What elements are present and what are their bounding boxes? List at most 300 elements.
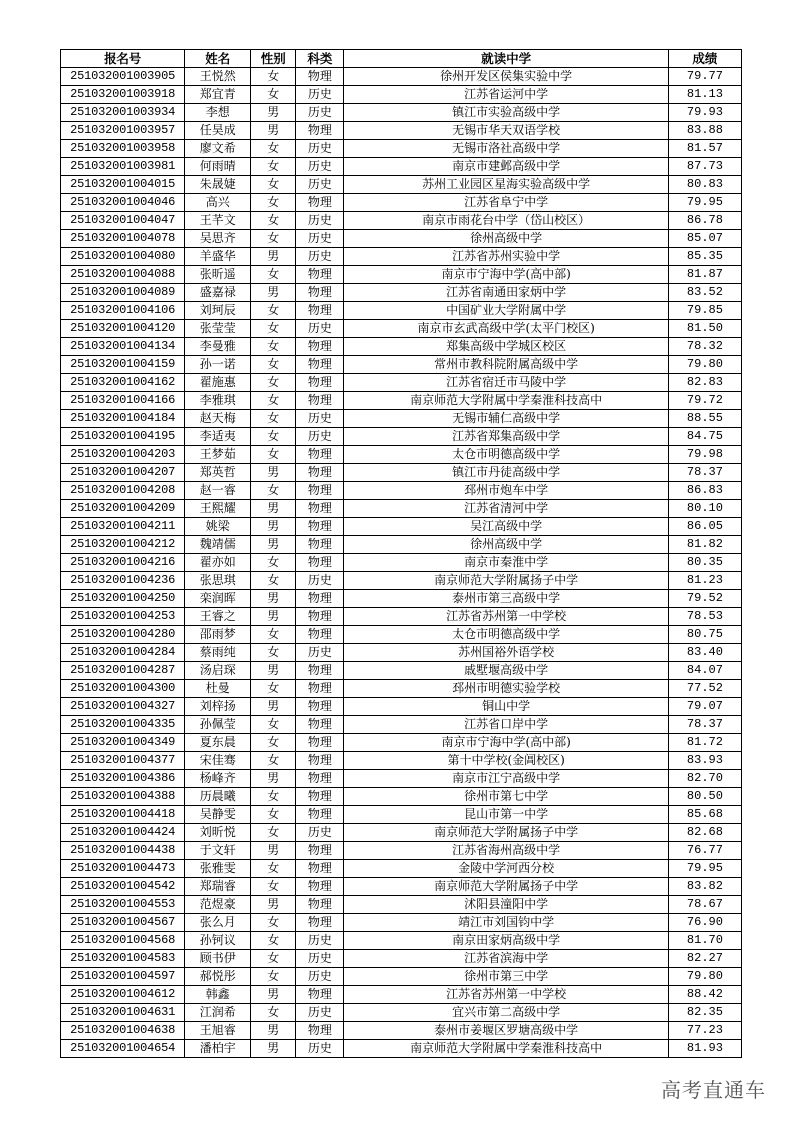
table-row <box>61 212 742 230</box>
cell-registration-number: 251032001003918 <box>61 86 185 104</box>
cell-subject-track: 历史 <box>296 428 344 446</box>
cell-subject-track: 物理 <box>296 122 344 140</box>
cell-school: 镇江市丹徒高级中学 <box>344 464 668 482</box>
cell-gender: 男 <box>251 284 296 302</box>
cell-registration-number: 251032001004473 <box>61 860 185 878</box>
cell-school: 江苏省运河中学 <box>344 86 668 104</box>
table-row <box>61 320 742 338</box>
cell-registration-number: 251032001004134 <box>61 338 185 356</box>
cell-name: 赵天梅 <box>185 410 251 428</box>
cell-registration-number: 251032001004284 <box>61 644 185 662</box>
cell-name: 郑瑞睿 <box>185 878 251 896</box>
cell-registration-number: 251032001004583 <box>61 950 185 968</box>
cell-registration-number: 251032001004015 <box>61 176 185 194</box>
table-row <box>61 644 742 662</box>
cell-gender: 女 <box>251 806 296 824</box>
cell-subject-track: 物理 <box>296 896 344 914</box>
table-row <box>61 860 742 878</box>
cell-subject-track: 物理 <box>296 356 344 374</box>
cell-gender: 女 <box>251 824 296 842</box>
cell-gender: 女 <box>251 158 296 176</box>
table-row <box>61 68 742 86</box>
cell-name: 王悦然 <box>185 68 251 86</box>
cell-registration-number: 251032001004208 <box>61 482 185 500</box>
table-row <box>61 932 742 950</box>
cell-registration-number: 251032001004236 <box>61 572 185 590</box>
cell-school: 江苏省滨海中学 <box>344 950 668 968</box>
cell-registration-number: 251032001004195 <box>61 428 185 446</box>
cell-gender: 女 <box>251 338 296 356</box>
table-row <box>61 158 742 176</box>
cell-gender: 女 <box>251 860 296 878</box>
cell-score: 84.07 <box>668 662 741 680</box>
cell-gender: 男 <box>251 536 296 554</box>
cell-subject-track: 历史 <box>296 572 344 590</box>
header-gender: 性别 <box>251 50 296 68</box>
cell-school: 南京田家炳高级中学 <box>344 932 668 950</box>
table-row <box>61 410 742 428</box>
cell-school: 太仓市明德高级中学 <box>344 626 668 644</box>
cell-registration-number: 251032001004654 <box>61 1040 185 1058</box>
cell-name: 李曼雅 <box>185 338 251 356</box>
cell-score: 79.98 <box>668 446 741 464</box>
cell-score: 78.37 <box>668 464 741 482</box>
cell-name: 张莹莹 <box>185 320 251 338</box>
cell-score: 79.80 <box>668 968 741 986</box>
table-row <box>61 518 742 536</box>
cell-registration-number: 251032001004089 <box>61 284 185 302</box>
cell-score: 79.77 <box>668 68 741 86</box>
cell-name: 李想 <box>185 104 251 122</box>
cell-gender: 女 <box>251 86 296 104</box>
cell-school: 徐州市第三中学 <box>344 968 668 986</box>
cell-gender: 女 <box>251 374 296 392</box>
cell-registration-number: 251032001004209 <box>61 500 185 518</box>
cell-score: 81.13 <box>668 86 741 104</box>
cell-subject-track: 历史 <box>296 176 344 194</box>
table-row <box>61 626 742 644</box>
cell-subject-track: 物理 <box>296 860 344 878</box>
cell-score: 79.52 <box>668 590 741 608</box>
cell-gender: 女 <box>251 194 296 212</box>
table-row <box>61 500 742 518</box>
cell-score: 83.82 <box>668 878 741 896</box>
cell-registration-number: 251032001004567 <box>61 914 185 932</box>
cell-score: 79.93 <box>668 104 741 122</box>
table-row <box>61 788 742 806</box>
cell-registration-number: 251032001004300 <box>61 680 185 698</box>
cell-subject-track: 历史 <box>296 968 344 986</box>
cell-registration-number: 251032001004335 <box>61 716 185 734</box>
cell-gender: 男 <box>251 1040 296 1058</box>
table-row <box>61 680 742 698</box>
cell-school: 昆山市第一中学 <box>344 806 668 824</box>
cell-gender: 女 <box>251 230 296 248</box>
cell-score: 82.70 <box>668 770 741 788</box>
cell-score: 82.83 <box>668 374 741 392</box>
cell-subject-track: 历史 <box>296 410 344 428</box>
cell-school: 戚墅堰高级中学 <box>344 662 668 680</box>
cell-gender: 女 <box>251 554 296 572</box>
cell-name: 江润希 <box>185 1004 251 1022</box>
cell-name: 潘柏宇 <box>185 1040 251 1058</box>
cell-school: 江苏省阜宁中学 <box>344 194 668 212</box>
cell-school: 靖江市刘国钧中学 <box>344 914 668 932</box>
cell-school: 苏州工业园区星海实验高级中学 <box>344 176 668 194</box>
table-row <box>61 968 742 986</box>
cell-name: 张思琪 <box>185 572 251 590</box>
cell-name: 杨峰齐 <box>185 770 251 788</box>
cell-school: 南京市建邺高级中学 <box>344 158 668 176</box>
header-name: 姓名 <box>185 50 251 68</box>
cell-gender: 女 <box>251 968 296 986</box>
cell-name: 朱晟婕 <box>185 176 251 194</box>
cell-registration-number: 251032001004216 <box>61 554 185 572</box>
table-row <box>61 806 742 824</box>
cell-subject-track: 历史 <box>296 1040 344 1058</box>
cell-school: 徐州高级中学 <box>344 230 668 248</box>
cell-registration-number: 251032001004080 <box>61 248 185 266</box>
cell-name: 顾书伊 <box>185 950 251 968</box>
cell-gender: 女 <box>251 68 296 86</box>
cell-registration-number: 251032001004162 <box>61 374 185 392</box>
cell-score: 85.07 <box>668 230 741 248</box>
cell-gender: 女 <box>251 446 296 464</box>
cell-registration-number: 251032001004212 <box>61 536 185 554</box>
cell-registration-number: 251032001004078 <box>61 230 185 248</box>
cell-subject-track: 历史 <box>296 104 344 122</box>
cell-score: 80.75 <box>668 626 741 644</box>
header-score: 成绩 <box>668 50 741 68</box>
table-row <box>61 950 742 968</box>
cell-school: 宜兴市第二高级中学 <box>344 1004 668 1022</box>
table-row <box>61 842 742 860</box>
cell-score: 84.75 <box>668 428 741 446</box>
cell-gender: 男 <box>251 104 296 122</box>
cell-school: 沭阳县潼阳中学 <box>344 896 668 914</box>
cell-score: 79.85 <box>668 302 741 320</box>
cell-score: 81.23 <box>668 572 741 590</box>
cell-score: 85.68 <box>668 806 741 824</box>
cell-registration-number: 251032001003958 <box>61 140 185 158</box>
cell-school: 江苏省苏州第一中学校 <box>344 608 668 626</box>
cell-subject-track: 物理 <box>296 518 344 536</box>
cell-subject-track: 物理 <box>296 608 344 626</box>
cell-school: 南京市宁海中学(高中部) <box>344 266 668 284</box>
cell-registration-number: 251032001004418 <box>61 806 185 824</box>
cell-score: 81.57 <box>668 140 741 158</box>
cell-name: 羊盛华 <box>185 248 251 266</box>
cell-subject-track: 历史 <box>296 86 344 104</box>
cell-name: 王梦茹 <box>185 446 251 464</box>
cell-school: 南京市秦淮中学 <box>344 554 668 572</box>
header-subject-track: 科类 <box>296 50 344 68</box>
cell-gender: 女 <box>251 392 296 410</box>
cell-subject-track: 物理 <box>296 392 344 410</box>
cell-school: 南京师范大学附属扬子中学 <box>344 878 668 896</box>
cell-registration-number: 251032001004349 <box>61 734 185 752</box>
cell-school: 江苏省苏州实验中学 <box>344 248 668 266</box>
cell-score: 81.82 <box>668 536 741 554</box>
table-row <box>61 878 742 896</box>
table-row <box>61 464 742 482</box>
cell-subject-track: 物理 <box>296 878 344 896</box>
cell-registration-number: 251032001004553 <box>61 896 185 914</box>
cell-score: 79.07 <box>668 698 741 716</box>
table-row <box>61 374 742 392</box>
cell-gender: 女 <box>251 572 296 590</box>
cell-name: 刘昕悦 <box>185 824 251 842</box>
cell-score: 80.10 <box>668 500 741 518</box>
cell-score: 80.50 <box>668 788 741 806</box>
table-row <box>61 122 742 140</box>
cell-score: 83.40 <box>668 644 741 662</box>
cell-name: 孙佩莹 <box>185 716 251 734</box>
table-body <box>61 68 742 1058</box>
cell-subject-track: 物理 <box>296 338 344 356</box>
cell-school: 江苏省口岸中学 <box>344 716 668 734</box>
cell-name: 翟施惠 <box>185 374 251 392</box>
cell-name: 王旭睿 <box>185 1022 251 1040</box>
cell-subject-track: 物理 <box>296 266 344 284</box>
cell-subject-track: 历史 <box>296 932 344 950</box>
cell-subject-track: 物理 <box>296 68 344 86</box>
cell-registration-number: 251032001004388 <box>61 788 185 806</box>
cell-subject-track: 物理 <box>296 1022 344 1040</box>
table-row <box>61 284 742 302</box>
table-row <box>61 662 742 680</box>
cell-subject-track: 物理 <box>296 536 344 554</box>
table-row <box>61 266 742 284</box>
cell-subject-track: 物理 <box>296 806 344 824</box>
cell-gender: 男 <box>251 590 296 608</box>
cell-name: 杜曼 <box>185 680 251 698</box>
cell-score: 85.35 <box>668 248 741 266</box>
cell-school: 邳州市炮车中学 <box>344 482 668 500</box>
cell-subject-track: 物理 <box>296 194 344 212</box>
cell-gender: 男 <box>251 662 296 680</box>
cell-name: 高兴 <box>185 194 251 212</box>
cell-name: 盛嘉禄 <box>185 284 251 302</box>
cell-gender: 女 <box>251 266 296 284</box>
header-school: 就读中学 <box>344 50 668 68</box>
cell-name: 何雨晴 <box>185 158 251 176</box>
cell-registration-number: 251032001003934 <box>61 104 185 122</box>
cell-gender: 男 <box>251 518 296 536</box>
table-row <box>61 770 742 788</box>
cell-registration-number: 251032001004568 <box>61 932 185 950</box>
cell-subject-track: 历史 <box>296 644 344 662</box>
cell-name: 吴思齐 <box>185 230 251 248</box>
cell-subject-track: 物理 <box>296 752 344 770</box>
table-row <box>61 230 742 248</box>
cell-registration-number: 251032001004184 <box>61 410 185 428</box>
cell-score: 81.93 <box>668 1040 741 1058</box>
cell-school: 南京师范大学附属中学秦淮科技高中 <box>344 392 668 410</box>
cell-score: 77.23 <box>668 1022 741 1040</box>
cell-gender: 男 <box>251 500 296 518</box>
cell-subject-track: 历史 <box>296 140 344 158</box>
cell-school: 常州市教科院附属高级中学 <box>344 356 668 374</box>
cell-gender: 女 <box>251 734 296 752</box>
cell-score: 82.35 <box>668 1004 741 1022</box>
cell-subject-track: 物理 <box>296 986 344 1004</box>
cell-subject-track: 物理 <box>296 626 344 644</box>
cell-school: 中国矿业大学附属中学 <box>344 302 668 320</box>
table-row <box>61 104 742 122</box>
admission-score-table <box>60 49 742 1058</box>
table-row <box>61 446 742 464</box>
cell-gender: 女 <box>251 482 296 500</box>
cell-score: 81.70 <box>668 932 741 950</box>
cell-subject-track: 物理 <box>296 734 344 752</box>
cell-score: 79.72 <box>668 392 741 410</box>
cell-score: 83.93 <box>668 752 741 770</box>
cell-gender: 女 <box>251 140 296 158</box>
cell-school: 泰州市第三高级中学 <box>344 590 668 608</box>
cell-registration-number: 251032001004250 <box>61 590 185 608</box>
cell-school: 无锡市华天双语学校 <box>344 122 668 140</box>
cell-school: 铜山中学 <box>344 698 668 716</box>
cell-name: 廖文希 <box>185 140 251 158</box>
cell-registration-number: 251032001004280 <box>61 626 185 644</box>
cell-registration-number: 251032001004207 <box>61 464 185 482</box>
cell-registration-number: 251032001004424 <box>61 824 185 842</box>
cell-name: 张雅雯 <box>185 860 251 878</box>
table-row <box>61 986 742 1004</box>
cell-score: 76.90 <box>668 914 741 932</box>
cell-school: 南京师范大学附属中学秦淮科技高中 <box>344 1040 668 1058</box>
cell-name: 张么月 <box>185 914 251 932</box>
cell-gender: 女 <box>251 752 296 770</box>
cell-score: 86.78 <box>668 212 741 230</box>
table-row <box>61 572 742 590</box>
cell-score: 82.27 <box>668 950 741 968</box>
watermark-text: 高考直通车 <box>661 1078 766 1102</box>
table-row <box>61 896 742 914</box>
cell-school: 徐州高级中学 <box>344 536 668 554</box>
cell-score: 88.55 <box>668 410 741 428</box>
cell-subject-track: 历史 <box>296 212 344 230</box>
cell-gender: 男 <box>251 1022 296 1040</box>
table-row <box>61 86 742 104</box>
cell-registration-number: 251032001004106 <box>61 302 185 320</box>
cell-registration-number: 251032001004046 <box>61 194 185 212</box>
cell-gender: 女 <box>251 212 296 230</box>
cell-school: 金陵中学河西分校 <box>344 860 668 878</box>
cell-gender: 女 <box>251 932 296 950</box>
cell-gender: 男 <box>251 842 296 860</box>
cell-school: 南京市玄武高级中学(太平门校区) <box>344 320 668 338</box>
cell-school: 江苏省海州高级中学 <box>344 842 668 860</box>
cell-score: 83.88 <box>668 122 741 140</box>
table-row <box>61 536 742 554</box>
cell-school: 徐州市第七中学 <box>344 788 668 806</box>
cell-subject-track: 物理 <box>296 680 344 698</box>
cell-name: 孙钶议 <box>185 932 251 950</box>
cell-school: 邳州市明德实验学校 <box>344 680 668 698</box>
cell-score: 77.52 <box>668 680 741 698</box>
cell-name: 李适夷 <box>185 428 251 446</box>
cell-score: 83.52 <box>668 284 741 302</box>
cell-score: 79.95 <box>668 194 741 212</box>
cell-score: 78.53 <box>668 608 741 626</box>
cell-gender: 女 <box>251 626 296 644</box>
cell-name: 历晨曦 <box>185 788 251 806</box>
cell-gender: 女 <box>251 914 296 932</box>
table-row <box>61 608 742 626</box>
cell-name: 张昕遥 <box>185 266 251 284</box>
table-row <box>61 698 742 716</box>
cell-registration-number: 251032001004612 <box>61 986 185 1004</box>
table-row <box>61 140 742 158</box>
header-registration-number: 报名号 <box>61 50 185 68</box>
table-row <box>61 1022 742 1040</box>
cell-gender: 男 <box>251 698 296 716</box>
cell-score: 80.83 <box>668 176 741 194</box>
cell-score: 82.68 <box>668 824 741 842</box>
table-row <box>61 716 742 734</box>
cell-subject-track: 物理 <box>296 914 344 932</box>
cell-school: 第十中学校(金阊校区) <box>344 752 668 770</box>
cell-school: 江苏省苏州第一中学校 <box>344 986 668 1004</box>
cell-subject-track: 物理 <box>296 590 344 608</box>
cell-score: 86.05 <box>668 518 741 536</box>
cell-gender: 女 <box>251 428 296 446</box>
cell-registration-number: 251032001003981 <box>61 158 185 176</box>
cell-score: 76.77 <box>668 842 741 860</box>
cell-subject-track: 物理 <box>296 716 344 734</box>
cell-gender: 女 <box>251 356 296 374</box>
cell-score: 78.67 <box>668 896 741 914</box>
cell-school: 南京市江宁高级中学 <box>344 770 668 788</box>
table-row <box>61 554 742 572</box>
cell-name: 王芊文 <box>185 212 251 230</box>
cell-school: 江苏省南通田家炳中学 <box>344 284 668 302</box>
cell-name: 蔡雨纯 <box>185 644 251 662</box>
cell-name: 郝悦彤 <box>185 968 251 986</box>
table-row <box>61 428 742 446</box>
cell-gender: 男 <box>251 608 296 626</box>
cell-gender: 女 <box>251 680 296 698</box>
cell-school: 太仓市明德高级中学 <box>344 446 668 464</box>
cell-subject-track: 历史 <box>296 950 344 968</box>
cell-gender: 女 <box>251 320 296 338</box>
cell-school: 吴江高级中学 <box>344 518 668 536</box>
cell-school: 江苏省郑集高级中学 <box>344 428 668 446</box>
table-row <box>61 1040 742 1058</box>
cell-gender: 女 <box>251 878 296 896</box>
table-row <box>61 356 742 374</box>
cell-registration-number: 251032001004631 <box>61 1004 185 1022</box>
table-row <box>61 392 742 410</box>
cell-school: 泰州市姜堰区罗塘高级中学 <box>344 1022 668 1040</box>
cell-school: 镇江市实验高级中学 <box>344 104 668 122</box>
cell-subject-track: 历史 <box>296 248 344 266</box>
cell-name: 翟亦如 <box>185 554 251 572</box>
cell-school: 南京师范大学附属扬子中学 <box>344 824 668 842</box>
cell-school: 江苏省宿迁市马陵中学 <box>344 374 668 392</box>
table-row <box>61 1004 742 1022</box>
table-row <box>61 914 742 932</box>
cell-score: 79.80 <box>668 356 741 374</box>
cell-registration-number: 251032001004542 <box>61 878 185 896</box>
cell-registration-number: 251032001004638 <box>61 1022 185 1040</box>
cell-school: 郑集高级中学城区校区 <box>344 338 668 356</box>
cell-school: 江苏省清河中学 <box>344 500 668 518</box>
cell-name: 宋佳骞 <box>185 752 251 770</box>
cell-gender: 女 <box>251 176 296 194</box>
